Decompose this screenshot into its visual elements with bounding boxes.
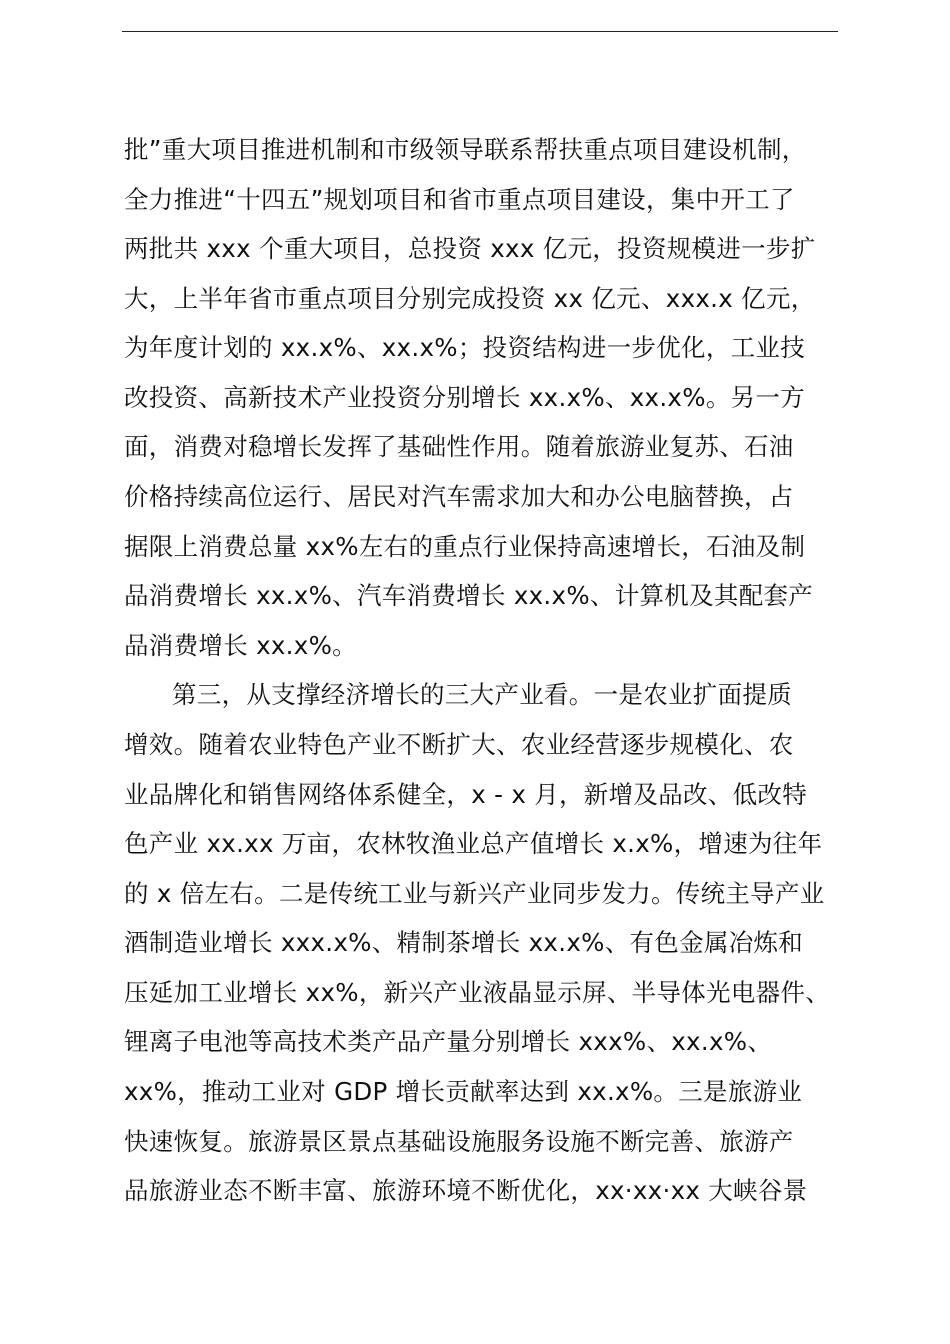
text-line: 品消费增长 xx.x%、汽车消费增长 xx.x%、计算机及其配套产 [124,581,814,610]
text-line: 快速恢复。旅游景区景点基础设施服务设施不断完善、旅游产 [124,1127,794,1156]
text-line: 批”重大项目推进机制和市级领导联系帮扶重点项目建设机制， [124,135,807,164]
text-line: 压延加工业增长 xx%，新兴产业液晶显示屏、半导体光电器件、 [124,978,831,1007]
text-line: 为年度计划的 xx.x%、xx.x%；投资结构进一步优化，工业技 [124,333,806,362]
text-line: xx%，推动工业对 GDP 增长贡献率达到 xx.x%。三是旅游业 [124,1077,803,1106]
text-line: 酒制造业增长 xxx.x%、精制茶增长 xx.x%、有色金属冶炼和 [124,928,804,957]
text-line: 改投资、高新技术产业投资分别增长 xx.x%、xx.x%。另一方 [124,383,806,412]
text-line: 色产业 xx.xx 万亩，农林牧渔业总产值增长 x.x%，增速为往年 [124,829,823,858]
text-line: 大，上半年省市重点项目分别完成投资 xx 亿元、xxx.x 亿元， [124,284,816,313]
text-line: 增效。随着农业特色产业不断扩大、农业经营逐步规模化、农 [124,730,794,759]
text-line: 的 x 倍左右。二是传统工业与新兴产业同步发力。传统主导产业 [124,879,825,908]
text-line: 两批共 xxx 个重大项目，总投资 xxx 亿元，投资规模进一步扩 [124,234,816,263]
text-line: 锂离子电池等高技术类产品产量分别增长 xxx%、xx.x%、 [124,1027,773,1056]
text-line: 业品牌化和销售网络体系健全，x - x 月，新增及品改、低改特 [124,780,807,809]
text-line: 据限上消费总量 xx%左右的重点行业保持高速增长，石油及制 [124,532,806,561]
text-line: 面，消费对稳增长发挥了基础性作用。随着旅游业复苏、石油 [124,432,794,461]
text-line: 品旅游业态不断丰富、旅游环境不断优化，xx·xx·xx 大峡谷景 [124,1176,808,1205]
text-line: 品消费增长 xx.x%。 [124,631,357,660]
paragraph-start-line: 第三，从支撑经济增长的三大产业看。一是农业扩面提质 [172,680,792,709]
text-line: 价格持续高位运行、居民对汽车需求加大和办公电脑替换，占 [124,482,794,511]
text-line: 全力推进“十四五”规划项目和省市重点项目建设，集中开工了 [124,185,795,214]
